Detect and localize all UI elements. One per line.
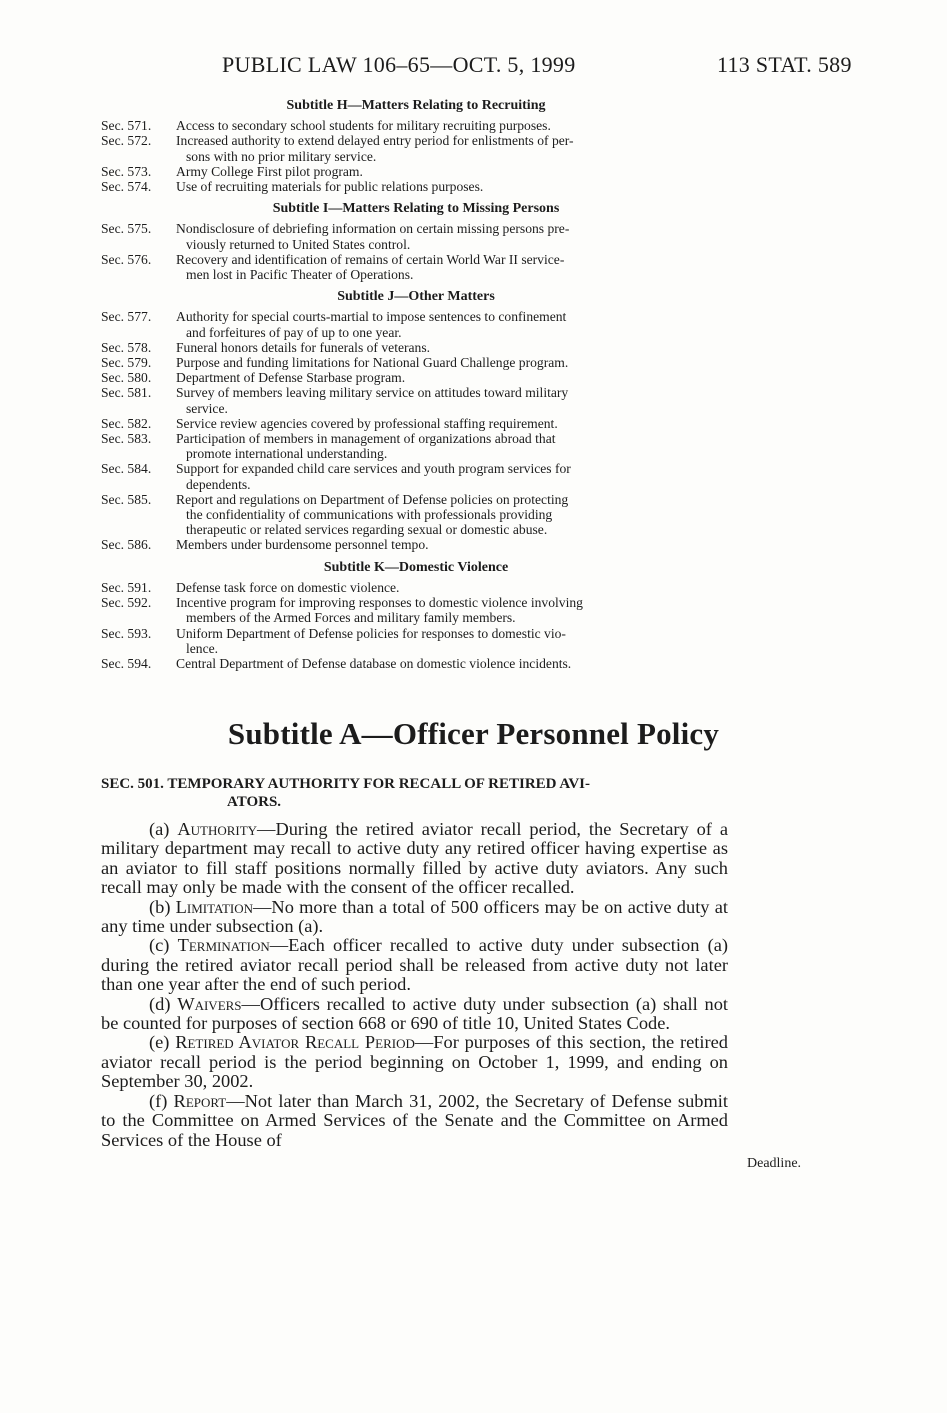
sec-title: Incentive program for improving responses to domestic violence involving members of the Armed Forces and military family members. [176, 595, 583, 626]
sec-number: Sec. 592. [101, 595, 152, 611]
table-of-contents [101, 98, 731, 678]
sec-title: Support for expanded child care services and youth program services for dependents. [176, 461, 571, 492]
toc-entry [101, 580, 731, 595]
sec-title: Army College First pilot program. [176, 163, 363, 179]
sec-title: Report and regulations on Department of Defense policies on protecting the confidentiality of communications with professionals providing therapeutic or related services regarding sexual or domestic abuse. [176, 491, 569, 538]
sec-number: Sec. 576. [101, 251, 152, 267]
sec-title: Department of Defense Starbase program. [176, 370, 406, 386]
subtitle-heading: Subtitle A—Officer Personnel Policy [227, 716, 720, 751]
toc-subtitle: Subtitle J—Other Matters [337, 289, 495, 305]
toc-entry [101, 355, 731, 370]
sec-title: Increased authority to extend delayed entry period for enlistments of per- sons with no prior military service. [176, 133, 574, 164]
paragraph-b: (b) Limitation—No more than a total of 500 officers may be on active duty at any time under subsection (a). [101, 896, 728, 937]
sec-title: Uniform Department of Defense policies for responses to domestic vio- lence. [176, 625, 566, 656]
toc-group-i [101, 201, 731, 282]
toc-entry [101, 385, 731, 415]
public-law-title: PUBLIC LAW 106–65—OCT. 5, 1999 [222, 52, 576, 77]
sec-number: Sec. 585. [101, 491, 152, 507]
statute-page-number: 113 STAT. 589 [717, 52, 852, 77]
toc-entry [101, 340, 731, 355]
sec-title: Participation of members in management of organizations abroad that promote international understanding. [176, 431, 556, 462]
paragraph-a: (a) Authority—During the retired aviator recall period, the Secretary of a military department may recall to active duty any retired officer having expertise as an aviator to fill staff positions normally filled by active duty aviators. Any such recall may only be made with the consent of the officer recalled. [101, 819, 728, 898]
toc-entry [101, 416, 731, 431]
toc-group-h [101, 98, 731, 194]
toc-entry [101, 179, 731, 194]
paragraph-d: (d) Waivers—Officers recalled to active duty under subsection (a) shall not be counted for purposes of section 668 or 690 of title 10, United States Code. [101, 993, 728, 1034]
toc-entry [101, 133, 731, 163]
toc-entry [101, 164, 731, 179]
toc-entry [101, 492, 731, 538]
sec-number: Sec. 594. [101, 655, 152, 671]
sec-title: Members under burdensome personnel tempo. [176, 537, 429, 553]
sec-number: Sec. 583. [101, 431, 152, 447]
toc-entry [101, 656, 731, 671]
sec-title: Survey of members leaving military service on attitudes toward military service. [176, 385, 569, 416]
toc-entry [101, 118, 731, 133]
sec-number: Sec. 593. [101, 625, 152, 641]
sec-title: Funeral honors details for funerals of veterans. [176, 339, 431, 355]
page-header [0, 52, 947, 82]
paragraph-f: (f) Report—Not later than March 31, 2002, the Secretary of Defense submit to the Committee on Armed Services of the Senate and the Committee on Armed Services of the House of [101, 1090, 728, 1150]
toc-group-k [101, 560, 731, 671]
sec-number: Sec. 577. [101, 309, 152, 325]
sec-title: Central Department of Defense database on domestic violence incidents. [176, 655, 572, 671]
toc-subtitle: Subtitle I—Matters Relating to Missing Persons [272, 201, 560, 217]
sec-title: Authority for special courts-martial to impose sentences to confinement and forfeitures of pay of up to one year. [176, 309, 567, 340]
section-heading: SEC. 501. TEMPORARY AUTHORITY FOR RECALL OF RETIRED AVI- ATORS. [101, 776, 590, 810]
sec-number: Sec. 578. [101, 339, 152, 355]
sec-title: Nondisclosure of debriefing information on certain missing persons pre- viously returned to United States control. [176, 221, 570, 252]
sec-number: Sec. 591. [101, 579, 152, 595]
toc-entry [101, 461, 731, 491]
sec-title: Defense task force on domestic violence. [176, 579, 400, 595]
toc-entry [101, 221, 731, 251]
toc-group-j [101, 289, 731, 552]
toc-entry [101, 431, 731, 461]
sec-title: Service review agencies covered by professional staffing requirement. [176, 415, 558, 431]
sec-title: Access to secondary school students for military recruiting purposes. [176, 118, 551, 134]
toc-entry [101, 309, 731, 339]
paragraph-e: (e) Retired Aviator Recall Period—For purposes of this section, the retired aviator recall period is the period beginning on October 1, 1999, and ending on September 30, 2002. [101, 1032, 728, 1092]
sec-title: Use of recruiting materials for public relations purposes. [176, 179, 484, 195]
sec-title: Recovery and identification of remains of certain World War II service- men lost in Pacific Theater of Operations. [176, 251, 565, 283]
sec-number: Sec. 574. [101, 179, 152, 195]
toc-entry [101, 537, 731, 552]
sec-number: Sec. 573. [101, 163, 152, 179]
toc-entry [101, 595, 731, 625]
sec-number: Sec. 575. [101, 221, 152, 237]
sec-number: Sec. 572. [101, 133, 152, 149]
toc-subtitle: Subtitle K—Domestic Violence [323, 559, 509, 575]
toc-subtitle: Subtitle H—Matters Relating to Recruiting [286, 98, 546, 113]
sec-number: Sec. 584. [101, 461, 152, 477]
paragraph-c: (c) Termination—Each officer recalled to active duty under subsection (a) during the retired aviator recall period shall be released from active duty not later than one year after the end of such period. [101, 935, 728, 995]
sec-number: Sec. 586. [101, 537, 152, 553]
sec-number: Sec. 580. [101, 370, 152, 386]
section-body [101, 820, 728, 1150]
toc-entry [101, 626, 731, 656]
margin-note-deadline: Deadline. [747, 1156, 802, 1171]
toc-entry [101, 370, 731, 385]
sec-number: Sec. 582. [101, 415, 152, 431]
sec-number: Sec. 571. [101, 118, 152, 134]
sec-number: Sec. 581. [101, 385, 152, 401]
sec-number: Sec. 579. [101, 355, 152, 371]
sec-title: Purpose and funding limitations for National Guard Challenge program. [176, 355, 569, 371]
toc-entry [101, 252, 731, 282]
